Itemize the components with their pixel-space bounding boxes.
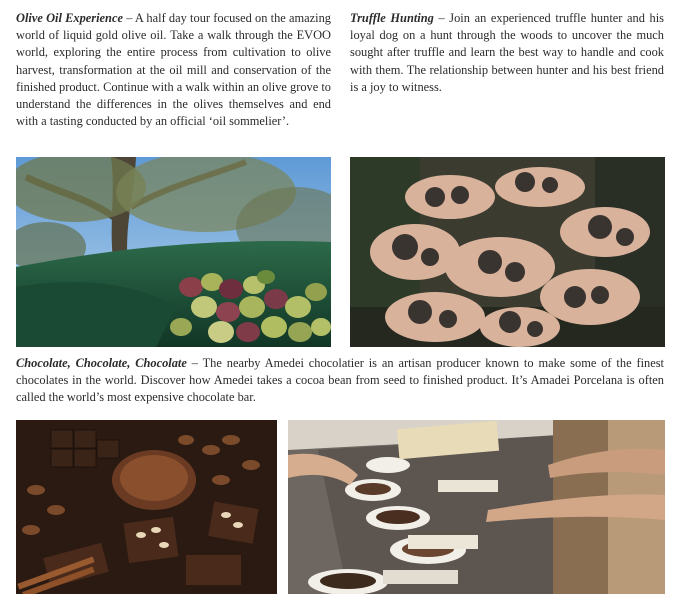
truffle-hunting-paragraph [350, 10, 664, 96]
chocolate-text: – The nearby Amedei chocolatier is an artisan producer known to make some of the finest chocolates in the world. Discover how Amedei takes a cocoa bean from seed to finished product. It’s Amadei Porcelana is often called the world’s most expensive chocolate bar. [16, 356, 664, 405]
olive-oil-text: – A half day tour focused on the amazing world of liquid gold olive oil. Take a walk through the EVOO world, exploring the entire process from cultivation to olive harvest, transformation at the oil mill and conservation of the finished product. Continue with a walk within an olive grove to understand the differences in the olives themselves and end with a tasting conducted by an official ‘oil sommelier’. [16, 11, 331, 129]
olive-harvest-photo [16, 157, 331, 347]
truffle-hunting-title: Truffle Hunting [350, 11, 434, 25]
truffle-hands-photo [350, 157, 665, 347]
olive-oil-paragraph [16, 10, 331, 130]
chocolate-beans-photo [16, 420, 277, 594]
chocolate-paragraph [16, 355, 664, 407]
chocolate-title: Chocolate, Chocolate, Chocolate [16, 356, 187, 370]
olive-oil-title: Olive Oil Experience [16, 11, 123, 25]
chocolate-tasting-photo [288, 420, 665, 594]
truffle-hunting-text: – Join an experienced truffle hunter and his loyal dog on a hunt through the woods to uncover the much sought after truffle and learn the best way to handle and cook with them. The relationship between hunter and his best friend is a joy to witness. [350, 11, 665, 94]
